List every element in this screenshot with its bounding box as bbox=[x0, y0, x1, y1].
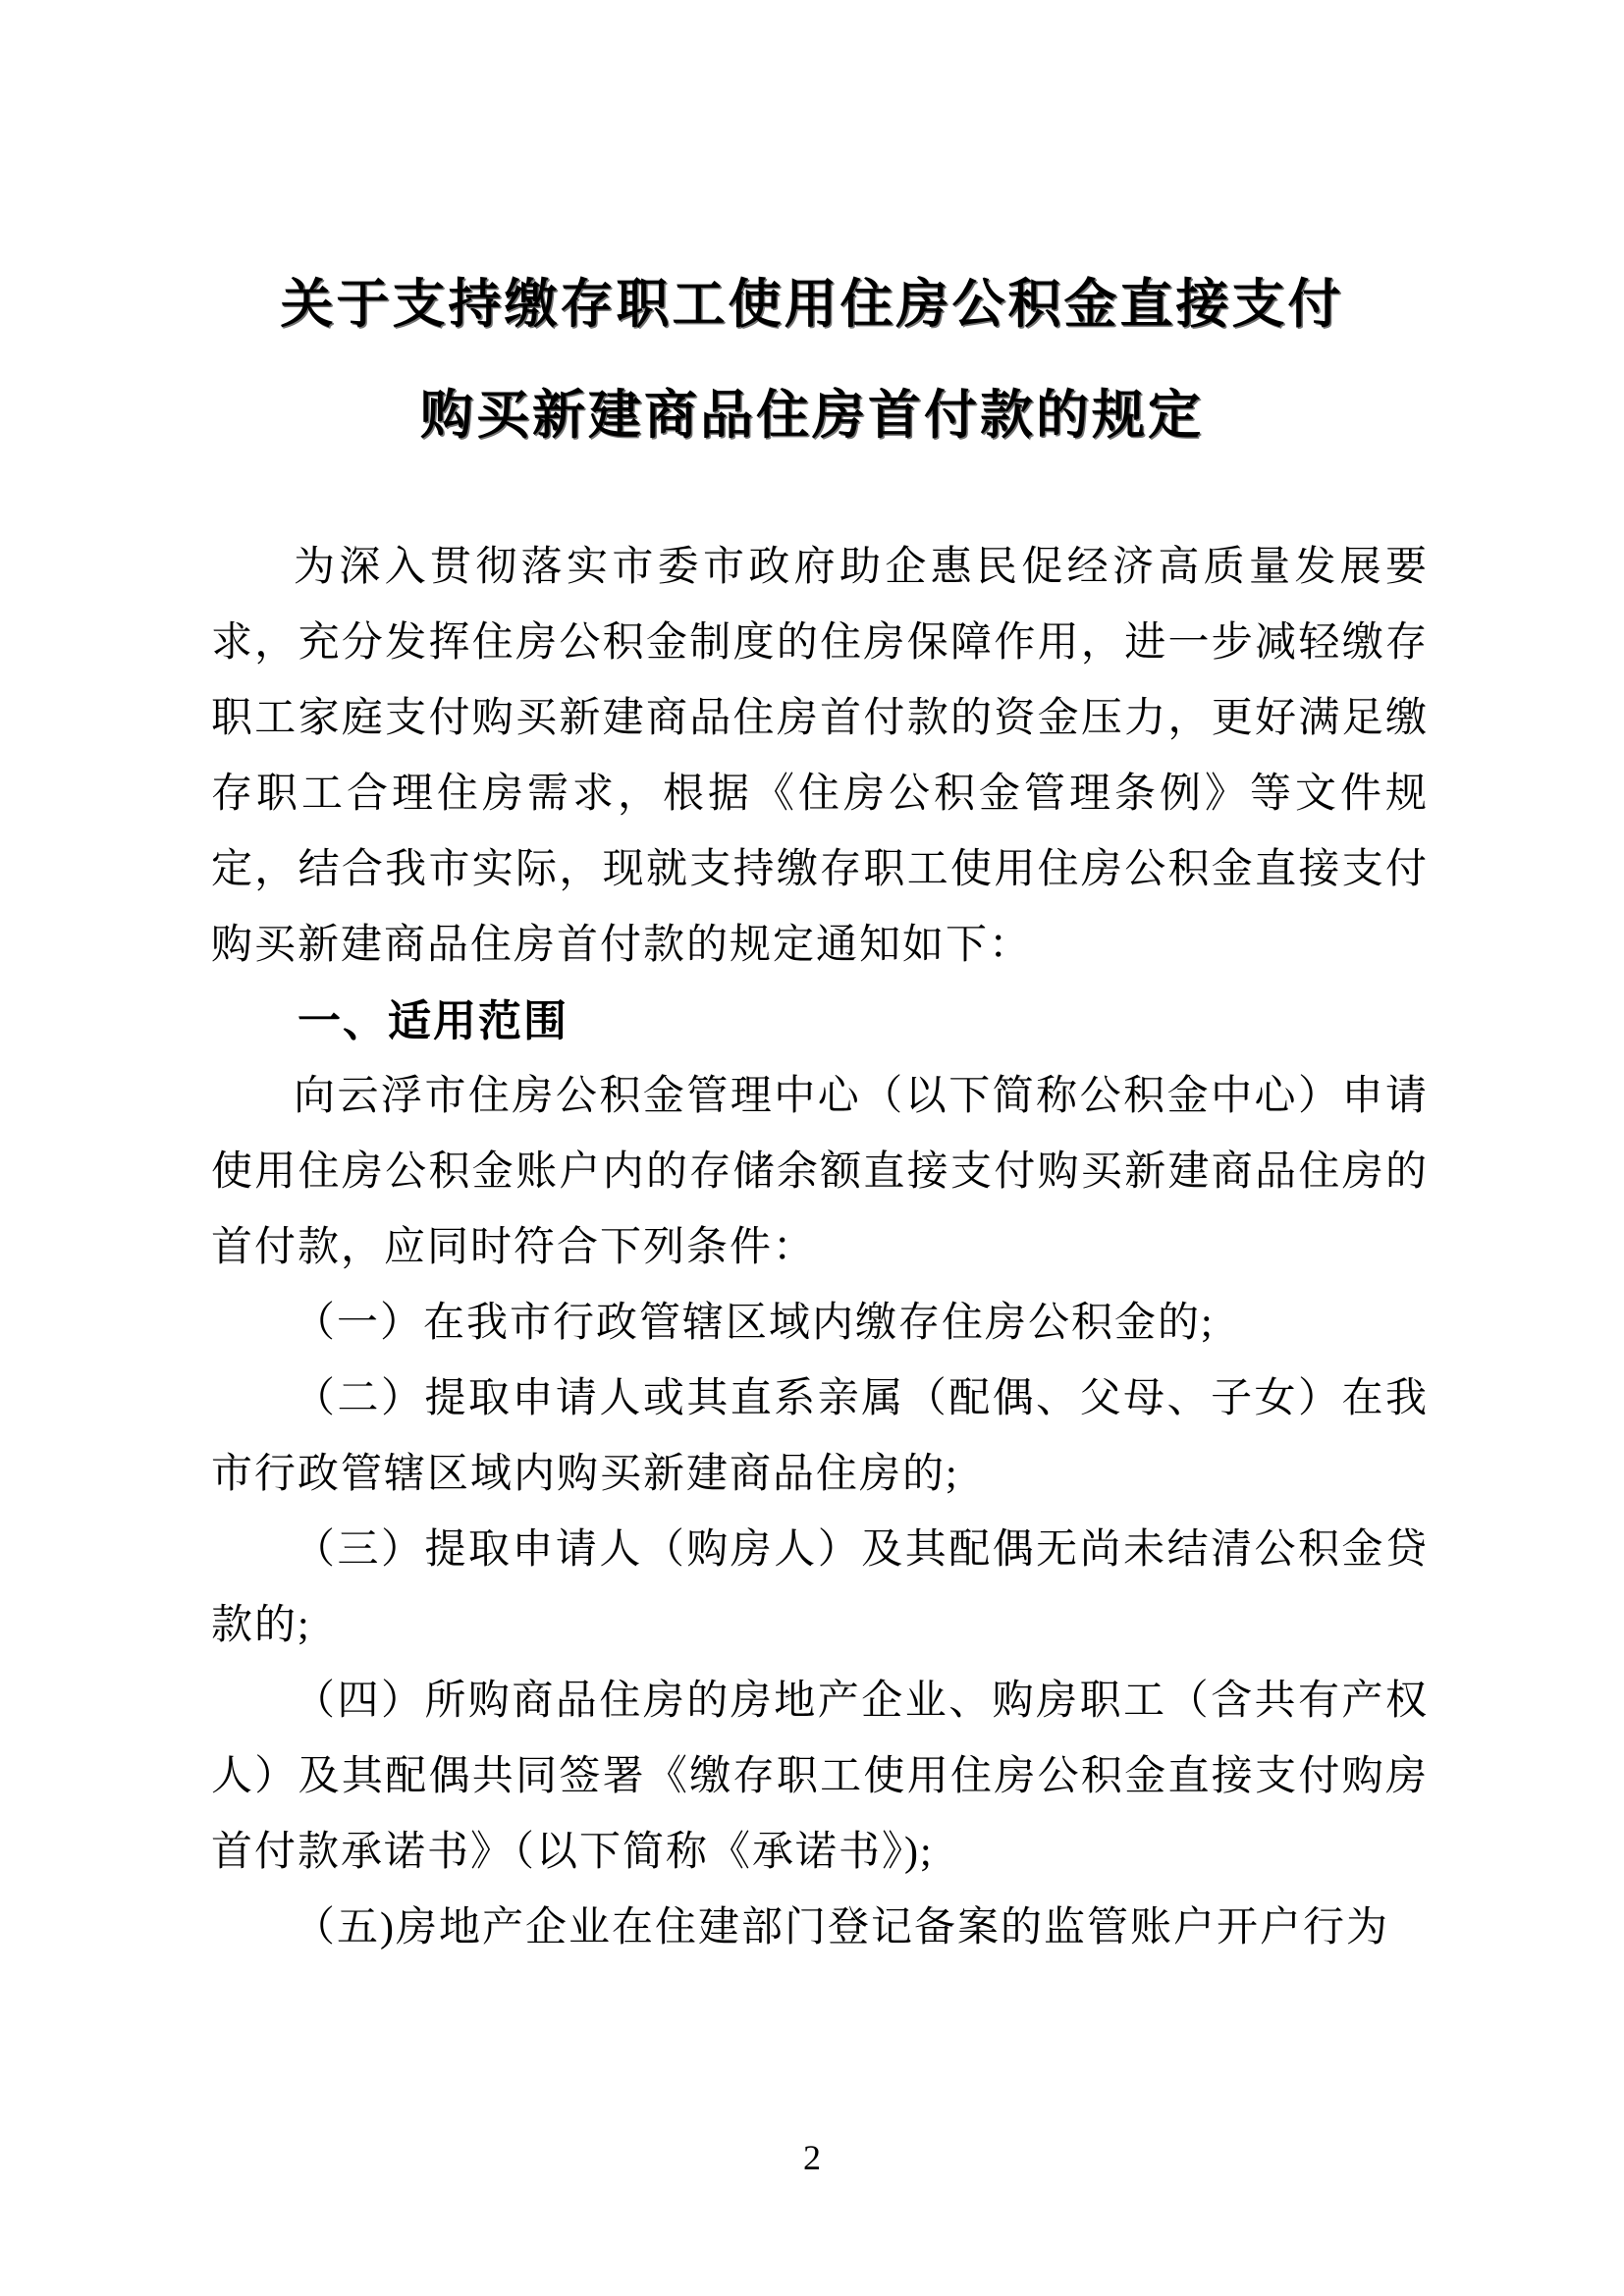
paragraph-condition-2: （二）提取申请人或其直系亲属（配偶、父母、子女）在我市行政管辖区域内购买新建商品住房的; bbox=[211, 1376, 1429, 1497]
document-body bbox=[211, 530, 1429, 1966]
paragraph-condition-1: （一）在我市行政管辖区域内缴存住房公积金的; bbox=[294, 1301, 1215, 1346]
title-line-2: 购买新建商品住房首付款的规定 bbox=[420, 386, 1204, 445]
paragraph-conditions-lead: 向云浮市住房公积金管理中心（以下简称公积金中心）申请使用住房公积金账户内的存储余额直接支付购买新建商品住房的首付款，应同时符合下列条件： bbox=[211, 1074, 1429, 1270]
paragraph-condition-5: （五)房地产企业在住建部门登记备案的监管账户开户行为 bbox=[294, 1905, 1389, 1950]
section-heading-scope: 一、适用范围 bbox=[298, 997, 568, 1045]
title-line-1: 关于支持缴存职工使用住房公积金直接支付 bbox=[280, 275, 1344, 334]
paragraph-condition-4: （四）所购商品住房的房地产企业、购房职工（含共有产权人）及其配偶共同签署《缴存职工使用住房公积金直接支付购房首付款承诺书》（以下简称《承诺书》); bbox=[211, 1679, 1429, 1875]
document-title bbox=[0, 0, 1624, 471]
paragraph-condition-3: （三）提取申请人（购房人）及其配偶无尚未结清公积金贷款的; bbox=[211, 1527, 1429, 1648]
paragraph-intro: 为深入贯彻落实市委市政府助企惠民促经济高质量发展要求，充分发挥住房公积金制度的住房保障作用，进一步减轻缴存职工家庭支付购买新建商品住房首付款的资金压力，更好满足缴存职工合理住房需求，根据《住房公积金管理条例》等文件规定，结合我市实际，现就支持缴存职工使用住房公积金直接支付购买新建商品住房首付款的规定通知如下： bbox=[211, 545, 1429, 968]
page-number: 2 bbox=[803, 2138, 821, 2177]
